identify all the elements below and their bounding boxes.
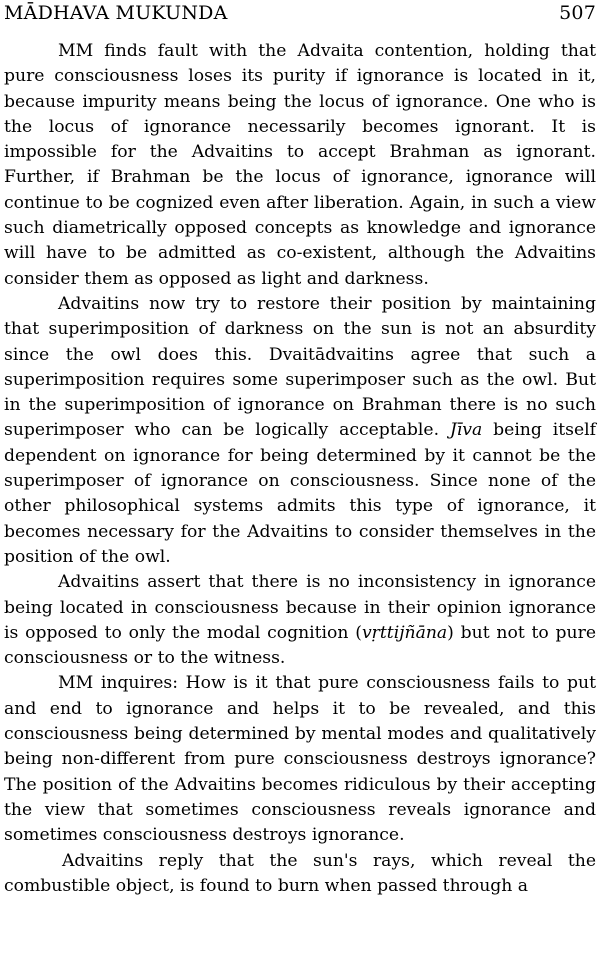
paragraph-text: MM finds fault with the Advaita contention, holding that pure consciousness loses its purity if ignorance is located in it, because impurity means being the locus of ignorance. One who is the locus of ignorance necessarily becomes ignorant. It is impossible for the Advaitins to accept Brahman as ignorant. Further, if Brahman be the locus of ignorance, ignorance will continue to be cognized even after liberation. Again, in such a view such diametrically opposed concepts as knowledge and ignorance will have to be admitted as co-existent, although the Advaitins consider them as opposed as light and darkness. [4,41,596,289]
paragraph-text: MM inquires: How is it that pure consciousness fails to put and end to ignorance and helps it to be revealed, and this consciousness being determined by mental modes and qualitatively being non-different from pure consciousness destroys ignorance? The position of the Advaitins becomes ridiculous by their accepting the view that sometimes consciousness reveals ignorance and sometimes consciousness destroys ignorance. [4,673,596,846]
page-number: 507 [559,2,596,24]
running-title: MĀDHAVA MUKUNDA [4,2,228,24]
paragraph-text: being itself dependent on ignorance for being determined by it cannot be the superimposer of ignorance on consciousness. Since none of the other philosophical systems admits this type of ignorance, it becomes necessary for the Advaitins to consider themselves in the position of the owl. [4,420,596,567]
running-head [4,2,596,28]
italic-term: Jīva [449,420,483,441]
paragraph-text: Advaitins reply that the sun's rays, which reveal the combustible object, is found to burn when passed through a [4,850,596,896]
body-text [4,39,596,899]
paragraph-text: Advaitins now try to restore their position by maintaining that superimposition of darkness on the sun is not an absurdity since the owl does this. Dvaitādvaitins agree that such a superimposition requires some superimposer such as the owl. But in the superimposition of ignorance on Brahman there is no such superimposer who can be logically acceptable. [4,293,596,441]
italic-term: vṛttijñāna [361,622,448,643]
paragraph-5 [4,849,596,900]
paragraph-2 [4,292,596,570]
paragraph-4 [4,671,596,848]
paragraph-text: ) but not to pure consciousness or to the witness. [4,622,596,669]
paragraph-1 [4,39,596,292]
book-page [4,0,596,956]
paragraph-3 [4,570,596,671]
paragraph-text: Advaitins assert that there is no inconsistency in ignorance being located in consciousness because in their opinion ignorance is opposed to only the modal cognition ( [4,572,596,643]
